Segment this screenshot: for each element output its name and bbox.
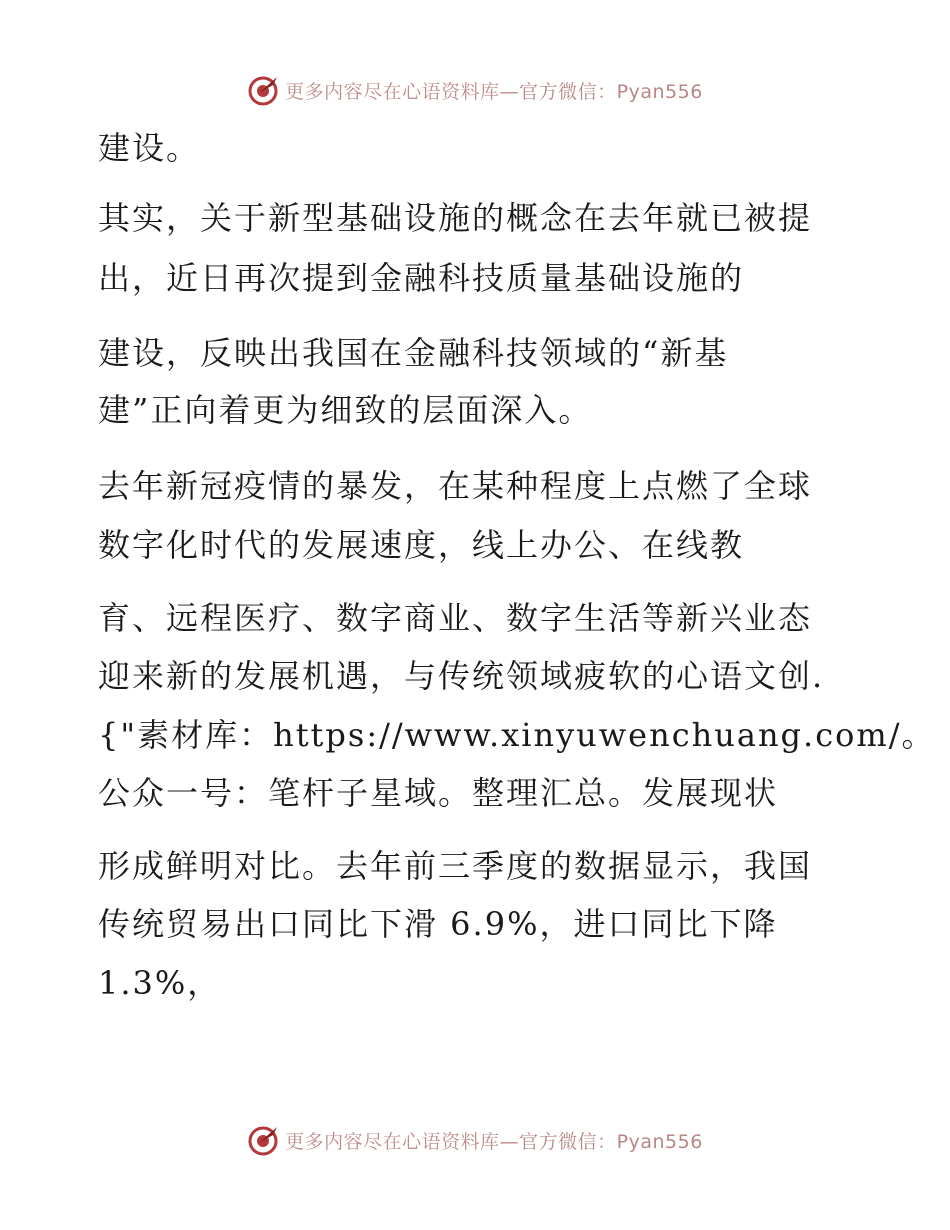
header-banner-text: 更多内容尽在心语资料库—官方微信：Pyan556 bbox=[285, 80, 703, 103]
quill-logo-icon bbox=[247, 73, 281, 107]
text-line: 1.3%， bbox=[98, 964, 222, 1002]
text-line: 建”正向着更为细致的层面深入。 bbox=[98, 391, 593, 429]
text-line: {"素材库：https://www.xinyuwenchuang.com/。 bbox=[98, 716, 936, 754]
footer-banner-text: 更多内容尽在心语资料库—官方微信：Pyan556 bbox=[285, 1130, 703, 1153]
text-line: 去年新冠疫情的暴发，在某种程度上点燃了全球 bbox=[98, 467, 813, 505]
quill-logo-icon bbox=[247, 1123, 281, 1157]
text-line: 建设，反映出我国在金融科技领域的“新基 bbox=[98, 334, 729, 372]
text-line: 形成鲜明对比。去年前三季度的数据显示，我国 bbox=[98, 847, 813, 885]
page-header-banner bbox=[0, 70, 950, 110]
text-line: 出，近日再次提到金融科技质量基础设施的 bbox=[98, 259, 745, 297]
text-line: 育、远程医疗、数字商业、数字生活等新兴业态 bbox=[98, 599, 813, 637]
text-line: 其实，关于新型基础设施的概念在去年就已被提 bbox=[98, 199, 813, 237]
page-footer-banner bbox=[0, 1120, 950, 1160]
text-line: 公众一号：笔杆子星域。整理汇总。发展现状 bbox=[98, 774, 779, 812]
text-line: 传统贸易出口同比下滑 6.9%，进口同比下降 bbox=[98, 905, 778, 943]
text-line: 建设。 bbox=[98, 129, 201, 167]
text-line: 数字化时代的发展速度，线上办公、在线教 bbox=[98, 526, 745, 564]
text-line: 迎来新的发展机遇，与传统领域疲软的心语文创. bbox=[98, 657, 825, 695]
